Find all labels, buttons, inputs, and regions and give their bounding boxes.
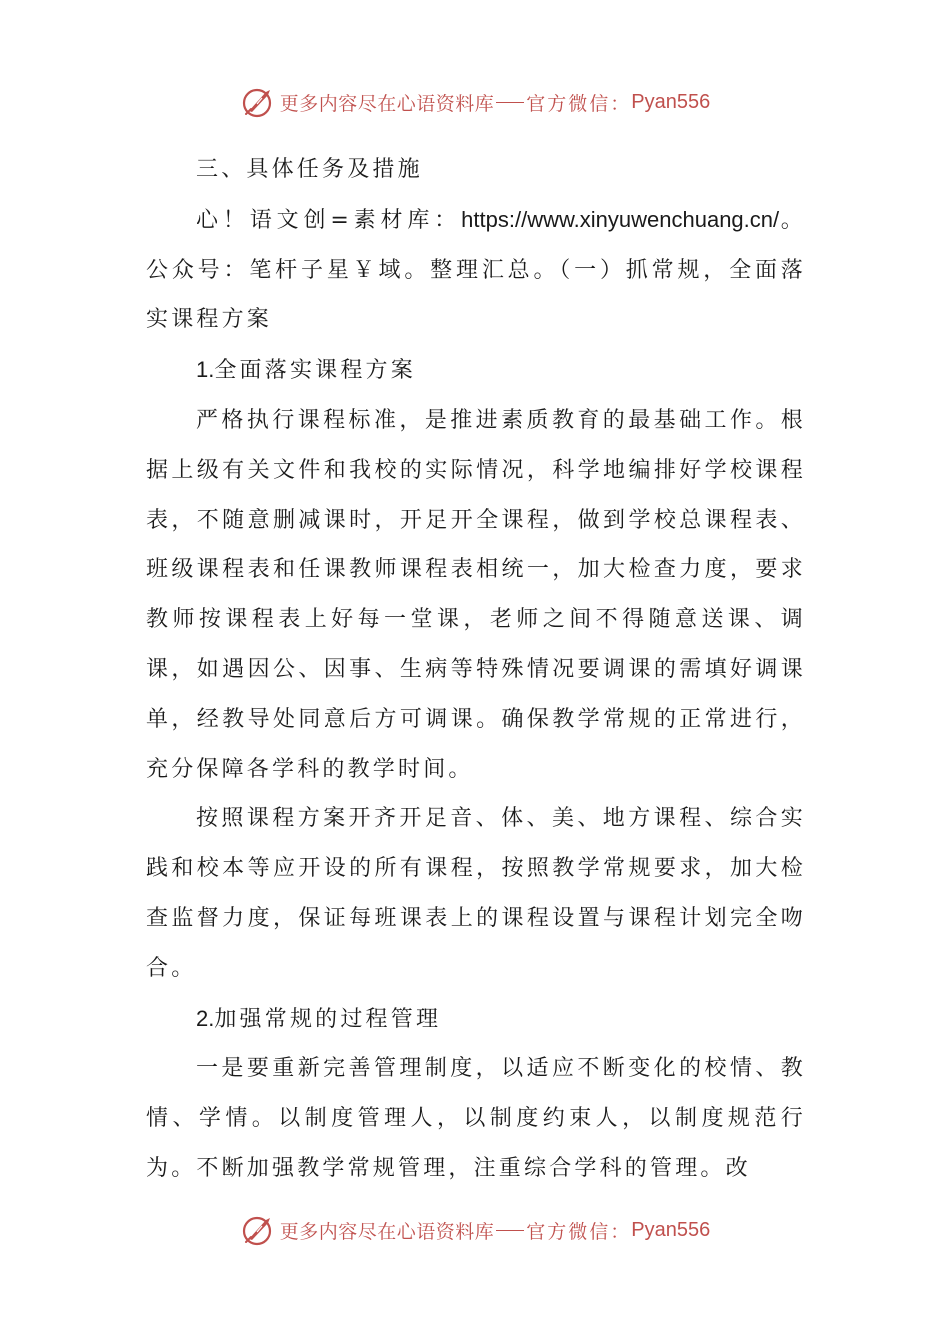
subheading-1-number: 1. [196,357,215,383]
paragraph-1: 严格执行课程标准，是推进素质教育的最基础工作。根据上级有关文件和我校的实际情况，科学地编排好学校课程表，不随意删减课时，开足开全课程，做到学校总课程表、班级课程表和任课教师课程表相统一，加大检查力度，要求教师按课程表上好每一堂课，老师之间不得随意送课、调课，如遇因公、因事、生病等特殊情况要调课的需填好调课单，经教导处同意后方可调课。确保教学常规的正常进行，充分保障各学科的教学时间。 [146,407,806,782]
quill-pen-icon [240,84,276,120]
source-paragraph [146,195,806,345]
banner-separator [496,1230,524,1231]
quill-pen-icon [240,1212,276,1248]
document-body [146,145,806,1194]
subheading-2-number: 2. [196,1005,215,1031]
header-banner [0,80,950,124]
banner-main-text: 更多内容尽在心语资料库 [279,1220,495,1243]
section-heading: 三、具体任务及措施 [196,157,423,182]
subheading-2-text: 加强常规的过程管理 [214,1006,442,1032]
banner-wechat-id: Pyan556 [631,1218,711,1241]
banner-main-text: 更多内容尽在心语资料库 [279,92,495,115]
banner-wechat-label: 官方微信： [526,1220,632,1243]
banner-wechat-label: 官方微信： [526,92,632,115]
source-url[interactable]: https://www.xinyuwenchuang.cn/ [461,206,780,232]
source-prefix: 心！语文创=素材库： [196,207,462,233]
subheading-2 [146,994,806,1045]
subheading-1 [146,345,806,396]
footer-banner [0,1208,950,1252]
banner-separator [496,102,524,103]
banner-wechat-id: Pyan556 [631,90,711,113]
subheading-1-text: 全面落实课程方案 [214,358,416,384]
paragraph-2: 按照课程方案开齐开足音、体、美、地方课程、综合实践和校本等应开设的所有课程，按照教学常规要求，加大检查监督力度，保证每班课表上的课程设置与课程计划完全吻合。 [146,806,806,981]
paragraph-3: 一是要重新完善管理制度，以适应不断变化的校情、教情、学情。以制度管理人，以制度约束人，以制度规范行为。不断加强教学常规管理，注重综合学科的管理。改 [146,1056,806,1181]
source-rest: 。公众号：笔杆子星￥域。整理汇总。（一）抓常规，全面落实课程方案 [146,207,806,333]
